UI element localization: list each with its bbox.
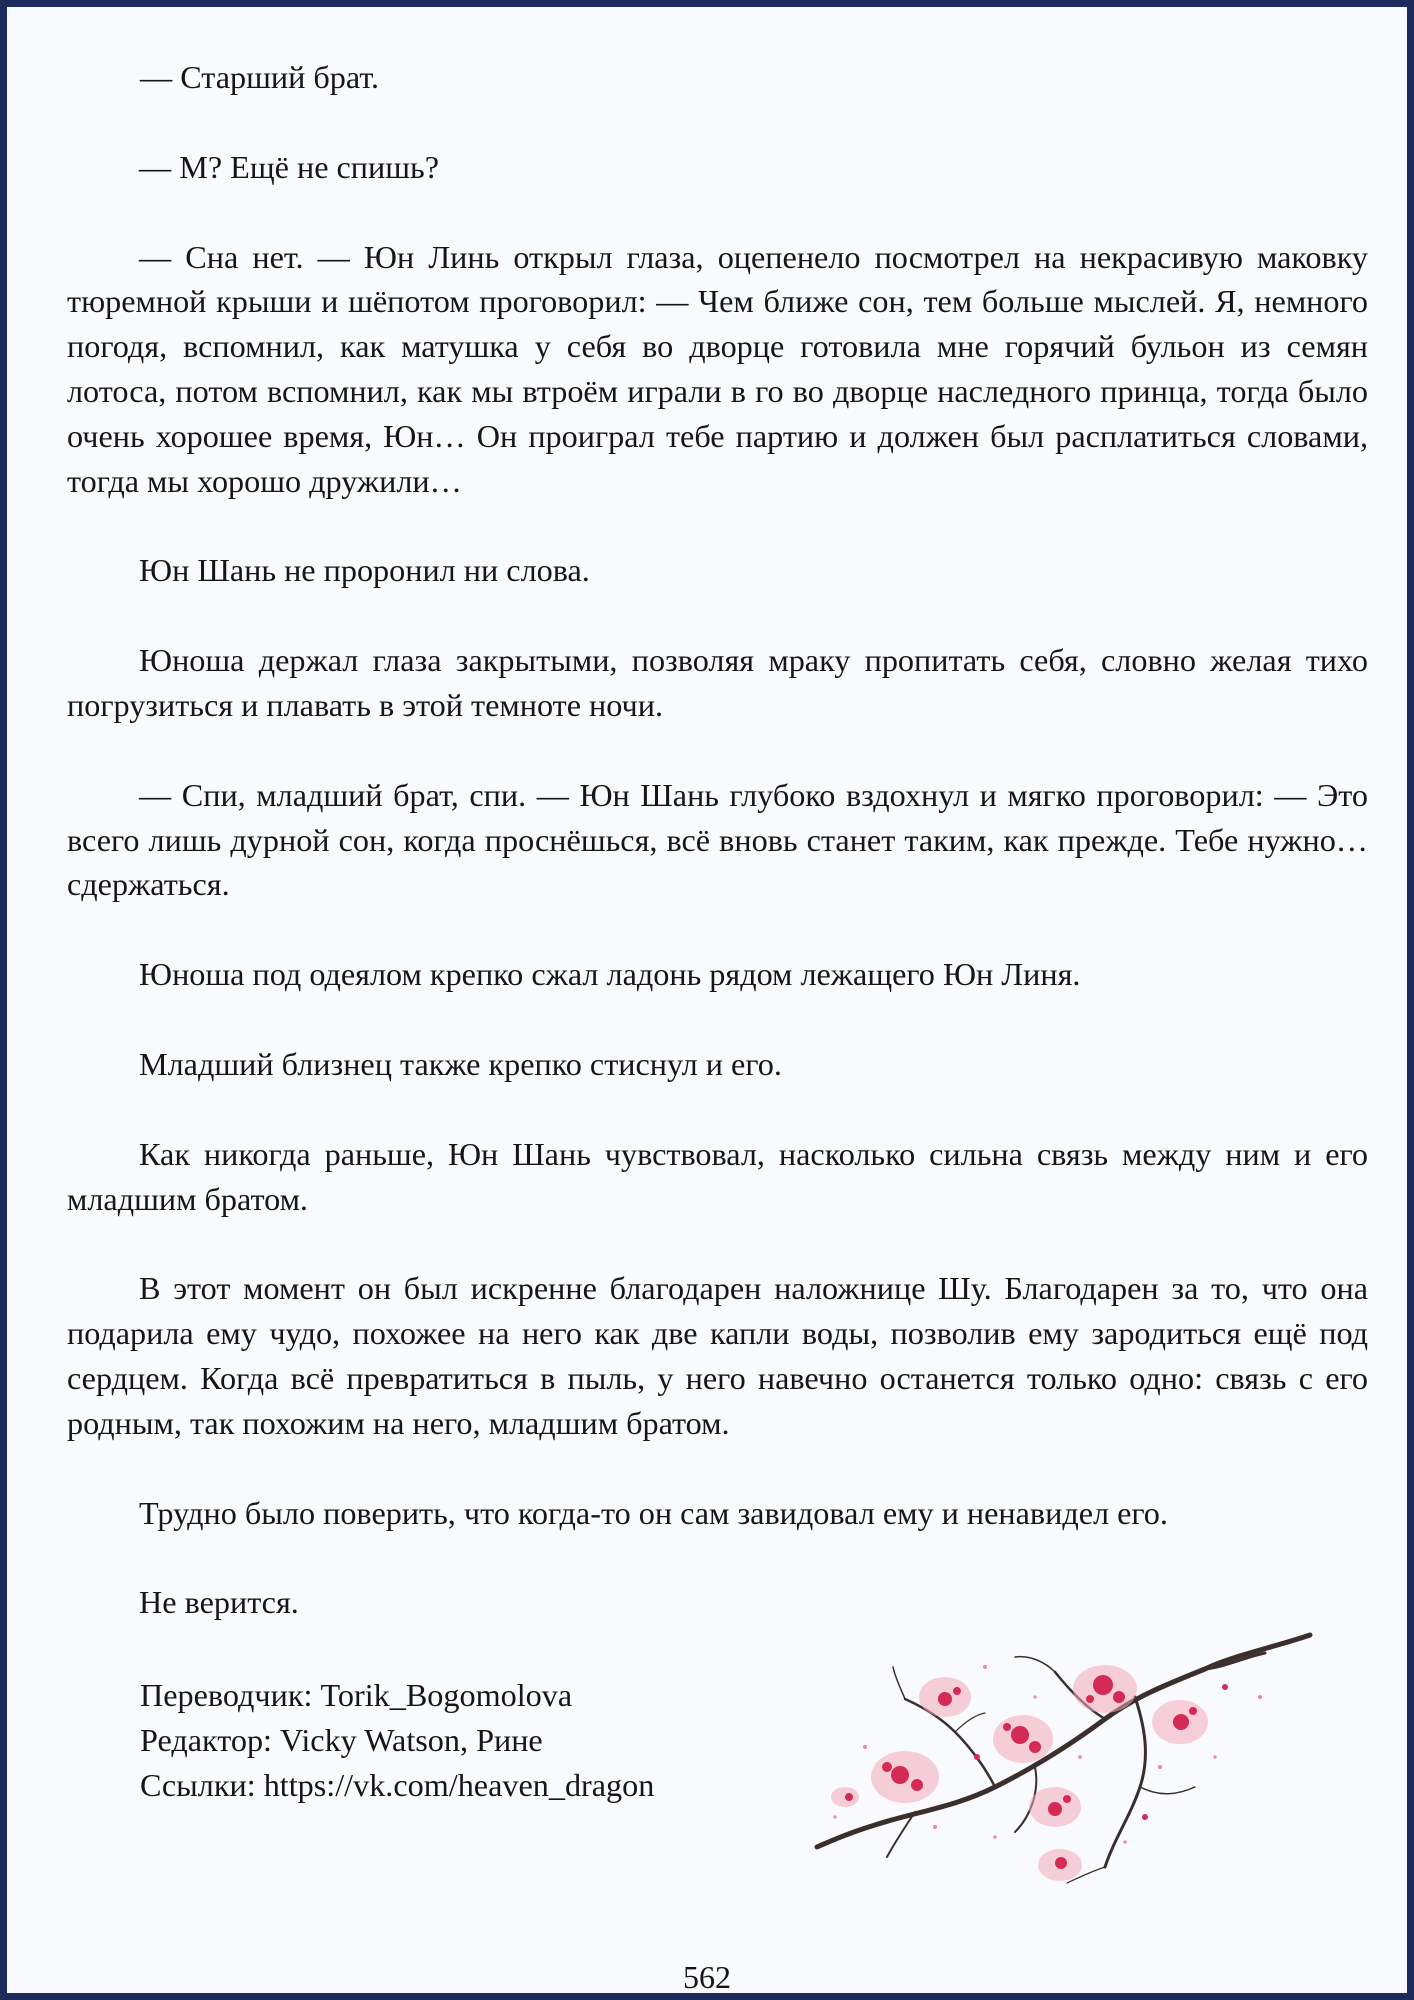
paragraph-1: — Старший брат. [140,59,380,95]
paragraph-3: — Сна нет. — Юн Линь открыл глаза, оцепенело посмотрел на некрасивую маковку тюремной крыши и шёпотом проговорил: — Чем ближе сон, тем больше мыслей. Я, немного погодя, вспомнил, как матушка у себя во дворце готовила мне горячий бульон из семян лотоса, потом вспомнил, как мы втроём играли в го во дворце наследного принца, тогда было очень хорошее время, Юн… Он проиграл тебе партию и должен был расплатиться словами, тогда мы хорошо дружили… [67,238,1368,499]
paragraph-4: Юн Шань не проронил ни слова. [139,552,590,589]
paragraph-6: — Спи, младший брат, спи. — Юн Шань глубоко вздохнул и мягко проговорил: — Это всего лишь дурной сон, когда проснёшься, всё вновь станет таким, как прежде. Тебе нужно… сдержаться. [67,776,1368,903]
cherry-blossom-illustration [805,1627,1325,1887]
paragraph-5: Юноша держал глаза закрытыми, позволяя мраку пропитать себя, словно желая тихо погрузиться и плавать в этой темноте ночи. [67,642,1368,723]
paragraph-10: В этот момент он был искренне благодарен наложнице Шу. Благодарен за то, что она подарила ему чудо, похожее на него как две капли воды, позволив ему зародиться ещё под сердцем. Когда всё превратиться в пыль, у него навечно останется только одно: связь с его родным, так похожим на него, младшим братом. [67,1270,1368,1441]
page-number: 562 [683,1959,731,1995]
paragraph-9: Как никогда раньше, Юн Шань чувствовал, насколько сильна связь между ним и его младшим братом. [67,1135,1368,1217]
paragraph-2: — М? Ещё не спишь? [139,148,440,185]
body-text [67,55,1368,1670]
credits [140,1673,654,1807]
paragraph-11: Трудно было поверить, что когда-то он сам завидовал ему и ненавидел его. [139,1494,1168,1531]
credit-translator: Переводчик: Torik_Bogomolova [140,1677,573,1713]
paragraph-7: Юноша под одеялом крепко сжал ладонь рядом лежащего Юн Линя. [139,956,1081,993]
credit-editor: Редактор: Vicky Watson, Рине [140,1721,543,1758]
paragraph-8: Младший близнец также крепко стиснул и его. [139,1045,782,1082]
paragraph-12: Не верится. [139,1584,299,1621]
credit-links: Ссылки: https://vk.com/heaven_dragon [140,1766,655,1803]
